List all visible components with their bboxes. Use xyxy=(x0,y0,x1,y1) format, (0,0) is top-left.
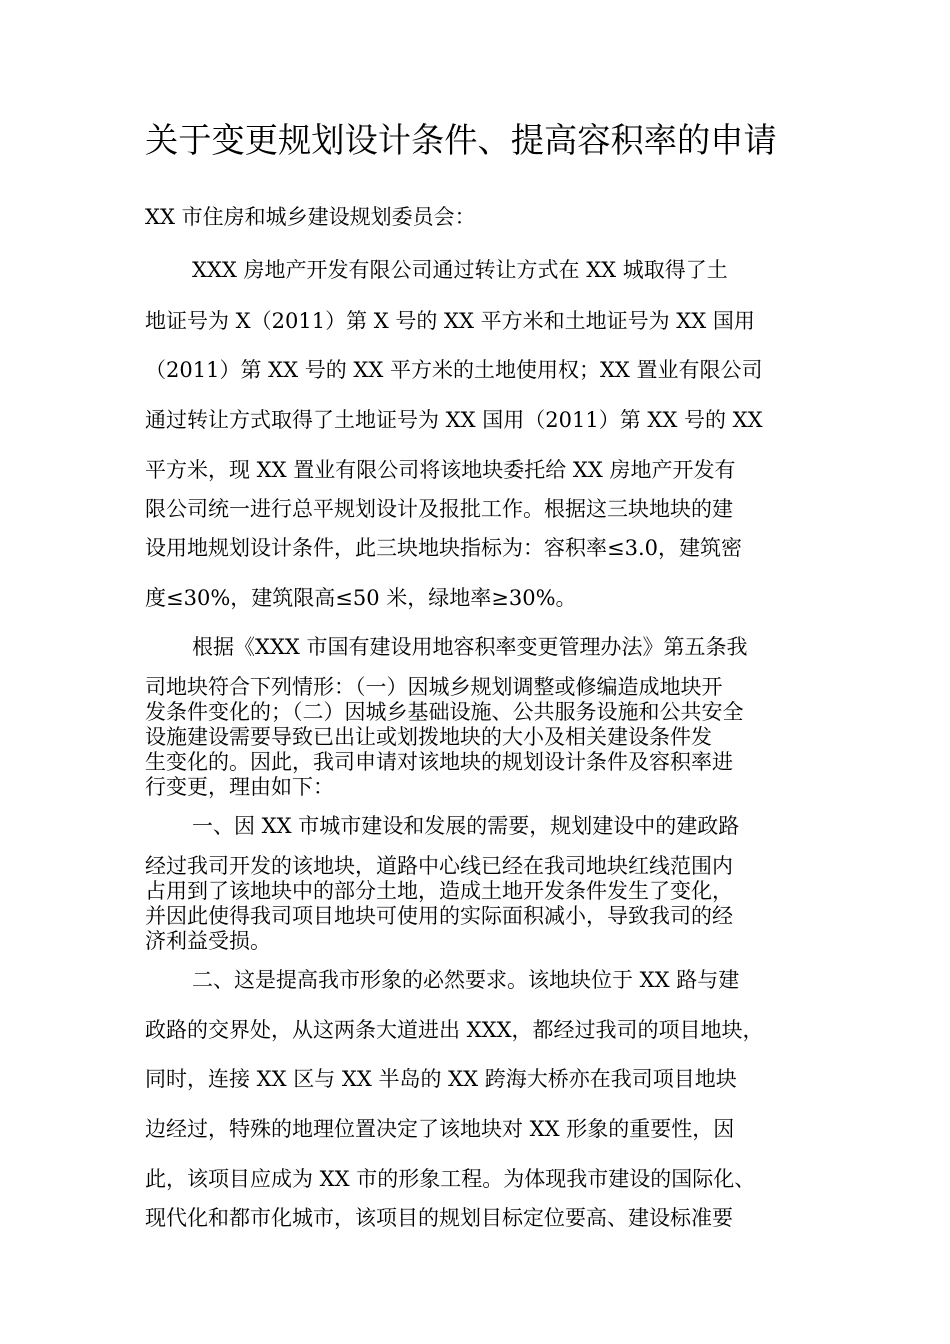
paragraph-line: 生变化的。因此，我司申请对该地块的规划设计条件及容积率进 xyxy=(145,750,733,774)
paragraph-line: 度≤30%，建筑限高≤50 米，绿地率≥30%。 xyxy=(145,586,577,610)
paragraph-line: 边经过，特殊的地理位置决定了该地块对 XX 形象的重要性，因 xyxy=(145,1117,735,1141)
paragraph-line: 发条件变化的；（二）因城乡基础设施、公共服务设施和公共安全 xyxy=(145,700,744,724)
paragraph-line: 二、这是提高我市形象的必然要求。该地块位于 XX 路与建 xyxy=(192,968,740,992)
paragraph-line: （2011）第 XX 号的 XX 平方米的土地使用权；XX 置业有限公司 xyxy=(145,358,763,382)
paragraph-line: 设用地规划设计条件，此三块地块指标为：容积率≤3.0，建筑密 xyxy=(145,536,742,560)
paragraph-line: 设施建设需要导致已出让或划拨地块的大小及相关建设条件发 xyxy=(145,725,712,749)
paragraph-line: 并因此使得我司项目地块可使用的实际面积减小，导致我司的经 xyxy=(145,904,733,928)
paragraph-line: 经过我司开发的该地块，道路中心线已经在我司地块红线范围内 xyxy=(145,854,733,878)
document-title: 关于变更规划设计条件、提高容积率的申请 xyxy=(145,121,777,161)
paragraph-line: XXX 房地产开发有限公司通过转让方式在 XX 城取得了土 xyxy=(192,258,728,282)
paragraph-line: 政路的交界处，从这两条大道进出 XXX，都经过我司的项目地块， xyxy=(145,1018,764,1042)
paragraph-line: 现代化和都市化城市，该项目的规划目标定位要高、建设标准要 xyxy=(145,1206,733,1230)
paragraph-line: 济利益受损。 xyxy=(145,929,271,953)
paragraph-line: 占用到了该地块中的部分土地，造成土地开发条件发生了变化， xyxy=(145,879,733,903)
paragraph-line: 此，该项目应成为 XX 市的形象工程。为体现我市建设的国际化、 xyxy=(145,1167,756,1191)
paragraph-line: 通过转让方式取得了土地证号为 XX 国用（2011）第 XX 号的 XX xyxy=(145,408,763,432)
paragraph-line: 行变更，理由如下： xyxy=(145,775,334,799)
paragraph-line: 一、因 XX 市城市建设和发展的需要，规划建设中的建政路 xyxy=(192,814,740,838)
salutation: XX 市住房和城乡建设规划委员会： xyxy=(145,205,476,229)
paragraph-line: 司地块符合下列情形：（一）因城乡规划调整或修编造成地块开 xyxy=(145,675,723,699)
paragraph-line: 同时，连接 XX 区与 XX 半岛的 XX 跨海大桥亦在我司项目地块 xyxy=(145,1067,737,1091)
paragraph-line: 地证号为 X（2011）第 X 号的 XX 平方米和土地证号为 XX 国用 xyxy=(145,309,755,333)
paragraph-line: 限公司统一进行总平规划设计及报批工作。根据这三块地块的建 xyxy=(145,497,733,521)
paragraph-line: 平方米，现 XX 置业有限公司将该地块委托给 XX 房地产开发有 xyxy=(145,458,736,482)
paragraph-line: 根据《XXX 市国有建设用地容积率变更管理办法》第五条我 xyxy=(192,635,748,659)
